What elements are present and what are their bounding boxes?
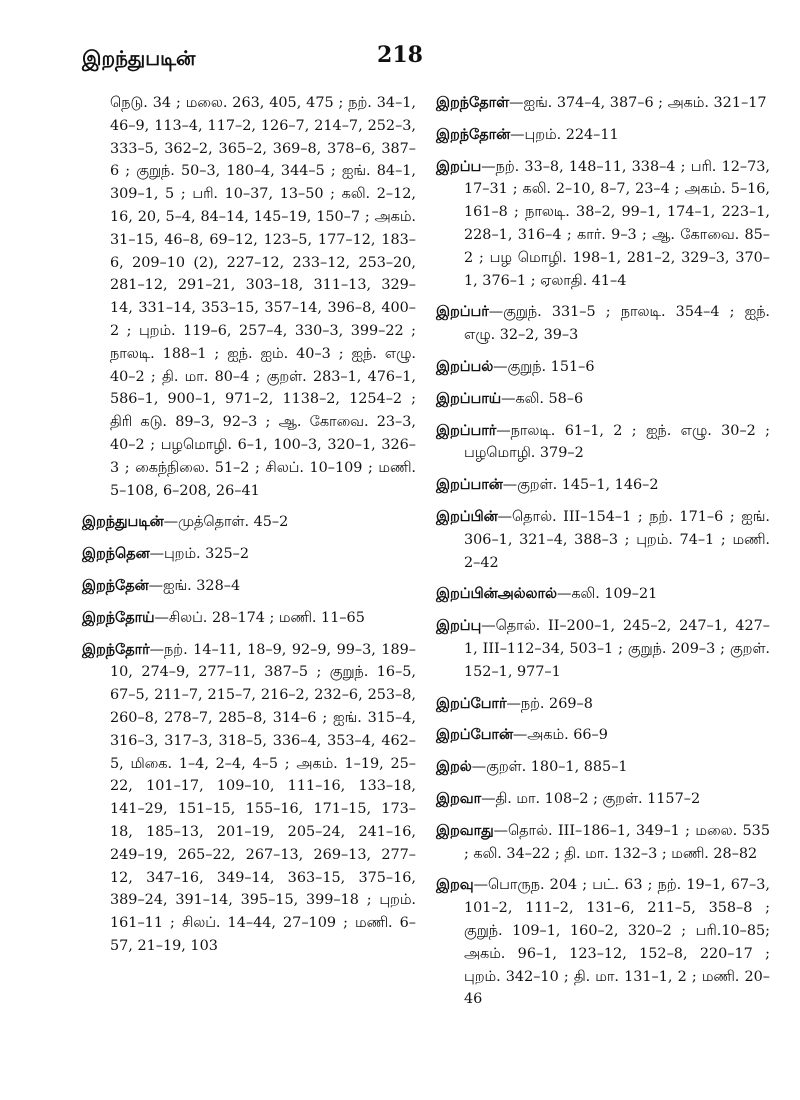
entry-headword: இறந்தோய் [82,608,155,626]
entry-headword: இறந்தோன் [436,125,511,143]
entry-headword: இறப்போர் [436,694,507,712]
entry-references: —ஐங். 328–4 [148,577,241,594]
entry-references: —ஐங். 374–4, 387–6 ; அகம். 321–17 [509,95,767,111]
running-head: இறந்துபடின் [82,46,196,70]
index-entry [436,820,770,866]
index-entry [82,575,416,598]
index-entry [436,301,770,347]
entry-references: —பொருந. 204 ; பட். 63 ; நற். 19–1, 67–3, 101–2, 111–2, 131–6, 211–5, 358–8 ; குறுந். 109–1, 160–2, 320–2 ; பரி.10–85; அகம். 96–1, 123–12, 152–8, 220–17 ; புறம். 342–10 ; தி. மா. 131–1, 2 ; மணி. 20–46 [464,877,770,1008]
entry-headword: இறப்பார் [436,421,497,439]
left-column [82,92,416,967]
entry-headword: இறப்பர் [436,303,489,321]
entry-references: —குறள். 180–1, 885–1 [471,759,628,776]
entry-references: —சிலப். 28–174 ; மணி. 11–65 [154,609,365,626]
entry-references: —குறுந். 151–6 [493,358,595,375]
index-entry [436,583,770,606]
entry-headword: இறப்பான் [436,476,503,494]
index-entry [436,92,770,115]
index-entry [436,874,770,1011]
entry-references: —தி. மா. 108–2 ; குறள். 1157–2 [481,790,701,807]
entry-headword: இறவு [436,876,474,894]
index-entry-continuation [82,92,416,502]
entry-references: —கலி. 109–21 [556,586,658,603]
page-number: 218 [377,42,423,68]
entry-headword: இறப்பின்அல்லால் [436,585,557,603]
index-entry [82,511,416,534]
index-entry [436,693,770,716]
entry-headword: இறப்ப [436,157,482,175]
index-entry [436,420,770,466]
index-entry [436,356,770,379]
entry-headword: இறவா [436,789,482,807]
entry-references: —முத்தொள். 45–2 [163,514,289,531]
index-entry [436,756,770,779]
index-entry [436,788,770,811]
entry-headword: இறப்பல் [436,357,494,375]
entry-references: —நற். 269–8 [506,695,593,712]
entry-references: —தொல். III–186–1, 349–1 ; மலை. 535 ; கலி. 34–22 ; தி. மா. 132–3 ; மணி. 28–82 [464,822,770,862]
entry-references: —புறம். 224–11 [510,126,619,143]
entry-headword: இறந்தோர் [82,640,150,658]
entry-references: —குறுந். 331–5 ; நாலடி. 354–4 ; ஐந். எழு. 32–2, 39–3 [464,304,770,344]
index-entry [436,506,770,574]
entry-references: —புறம். 325–2 [149,546,250,563]
entry-headword: இறந்தோள் [436,94,510,111]
index-entry [436,156,770,293]
entry-references: —நற். 33–8, 148–11, 338–4 ; பரி. 12–73, 17–31 ; கலி. 2–10, 8–7, 23–4 ; அகம். 5–16, 161–8 ; நாலடி. 38–2, 99–1, 174–1, 223–1, 228–1, 316–4 ; கார். 9–3 ; ஆ. கோவை. 85–2 ; பழ மொழி. 198–1, 281–2, 329–3, 370–1, 376–1 ; ஏலாதி. 41–4 [464,158,770,289]
entry-references: —நற். 14–11, 18–9, 92–9, 99–3, 189–10, 274–9, 277–11, 387–5 ; குறுந். 16–5, 67–5, 211–7, 215–7, 216–2, 232–6, 253–8, 260–8, 278–7, 285–8, 314–6 ; ஐங். 315–4, 316–3, 317–3, 318–5, 336–4, 353–4, 462–5, மிகை. 1–4, 2–4, 4–5 ; அகம். 1–19, 25–22, 101–17, 109–10, 111–16, 133–18, 141–29, 151–15, 155–16, 171–15, 173–18, 185–13, 201–19, 205–24, 241–16, 249–19, 265–22, 267–13, 269–13, 277–12, 347–16, 349–14, 363–15, 375–16, 389–24, 391–14, 395–15, 399–18 ; புறம். 161–11 ; சிலப். 14–44, 27–109 ; மணி. 6–57, 21–19, 103 [110,641,416,954]
index-entry [82,607,416,630]
index-entry [82,639,416,958]
entry-headword: இறப்பாய் [436,389,502,407]
entry-headword: இறப்பு [436,617,482,635]
entry-references: நெடு. 34 ; மலை. 263, 405, 475 ; நற். 34–1, 46–9, 113–4, 117–2, 126–7, 214–7, 252–3, 333–5, 362–2, 365–2, 369–8, 378–6, 387–6 ; குறுந். 50–3, 180–4, 344–5 ; ஐங். 84–1, 309–1, 5 ; பரி. 10–37, 13–50 ; கலி. 2–12, 16, 20, 5–4, 84–14, 145–19, 150–7 ; அகம். 31–15, 46–8, 69–12, 123–5, 177–12, 183–6, 209–10 (2), 227–12, 233–12, 253–20, 281–12, 291–21, 303–18, 311–13, 329–14, 331–14, 353–15, 357–14, 396–8, 400–2 ; புறம். 119–6, 257–4, 330–3, 399–22 ; நாலடி. 188–1 ; ஐந். ஐம். 40–3 ; ஐந். எழு. 40–2 ; தி. மா. 80–4 ; குறள். 283–1, 476–1, 586–1, 900–1, 971–2, 1138–2, 1254–2 ; திரி கடு. 89–3, 92–3 ; ஆ. கோவை. 23–3, 40–2 ; பழமொழி. 6–1, 100–3, 320–1, 326–3 ; கைந்நிலை. 51–2 ; சிலப். 10–109 ; மணி. 5–108, 6–208, 26–41 [110,95,416,499]
entry-headword: இறந்தேன் [82,576,149,594]
entry-headword: இறந்தென [82,545,150,563]
entry-references: —அகம். 66–9 [512,727,608,744]
entry-references: —நாலடி. 61–1, 2 ; ஐந். எழு. 30–2 ; பழமொழி. 379–2 [464,422,770,462]
entry-headword: இறல் [436,758,472,776]
index-entry [436,724,770,747]
entry-headword: இறப்பின் [436,507,498,525]
index-entry [82,543,416,566]
entry-references: —தொல். III–154–1 ; நற். 171–6 ; ஐங். 306–1, 321–4, 388–3 ; புறம். 74–1 ; மணி. 2–42 [464,508,770,571]
index-entry [436,124,770,147]
entry-headword: இறந்துபடின் [82,513,164,531]
entry-references: —கலி. 58–6 [501,390,584,407]
index-entry [436,388,770,411]
entry-headword: இறப்போன் [436,726,513,744]
index-entry [436,615,770,683]
index-entry [436,474,770,497]
entry-headword: இறவாது [436,821,494,839]
right-column [436,92,770,1020]
entry-references: —குறள். 145–1, 146–2 [502,477,659,494]
entry-references: —தொல். II–200–1, 245–2, 247–1, 427–1, III–112–34, 503–1 ; குறுந். 209–3 ; குறள். 152–1, 977–1 [464,618,770,680]
